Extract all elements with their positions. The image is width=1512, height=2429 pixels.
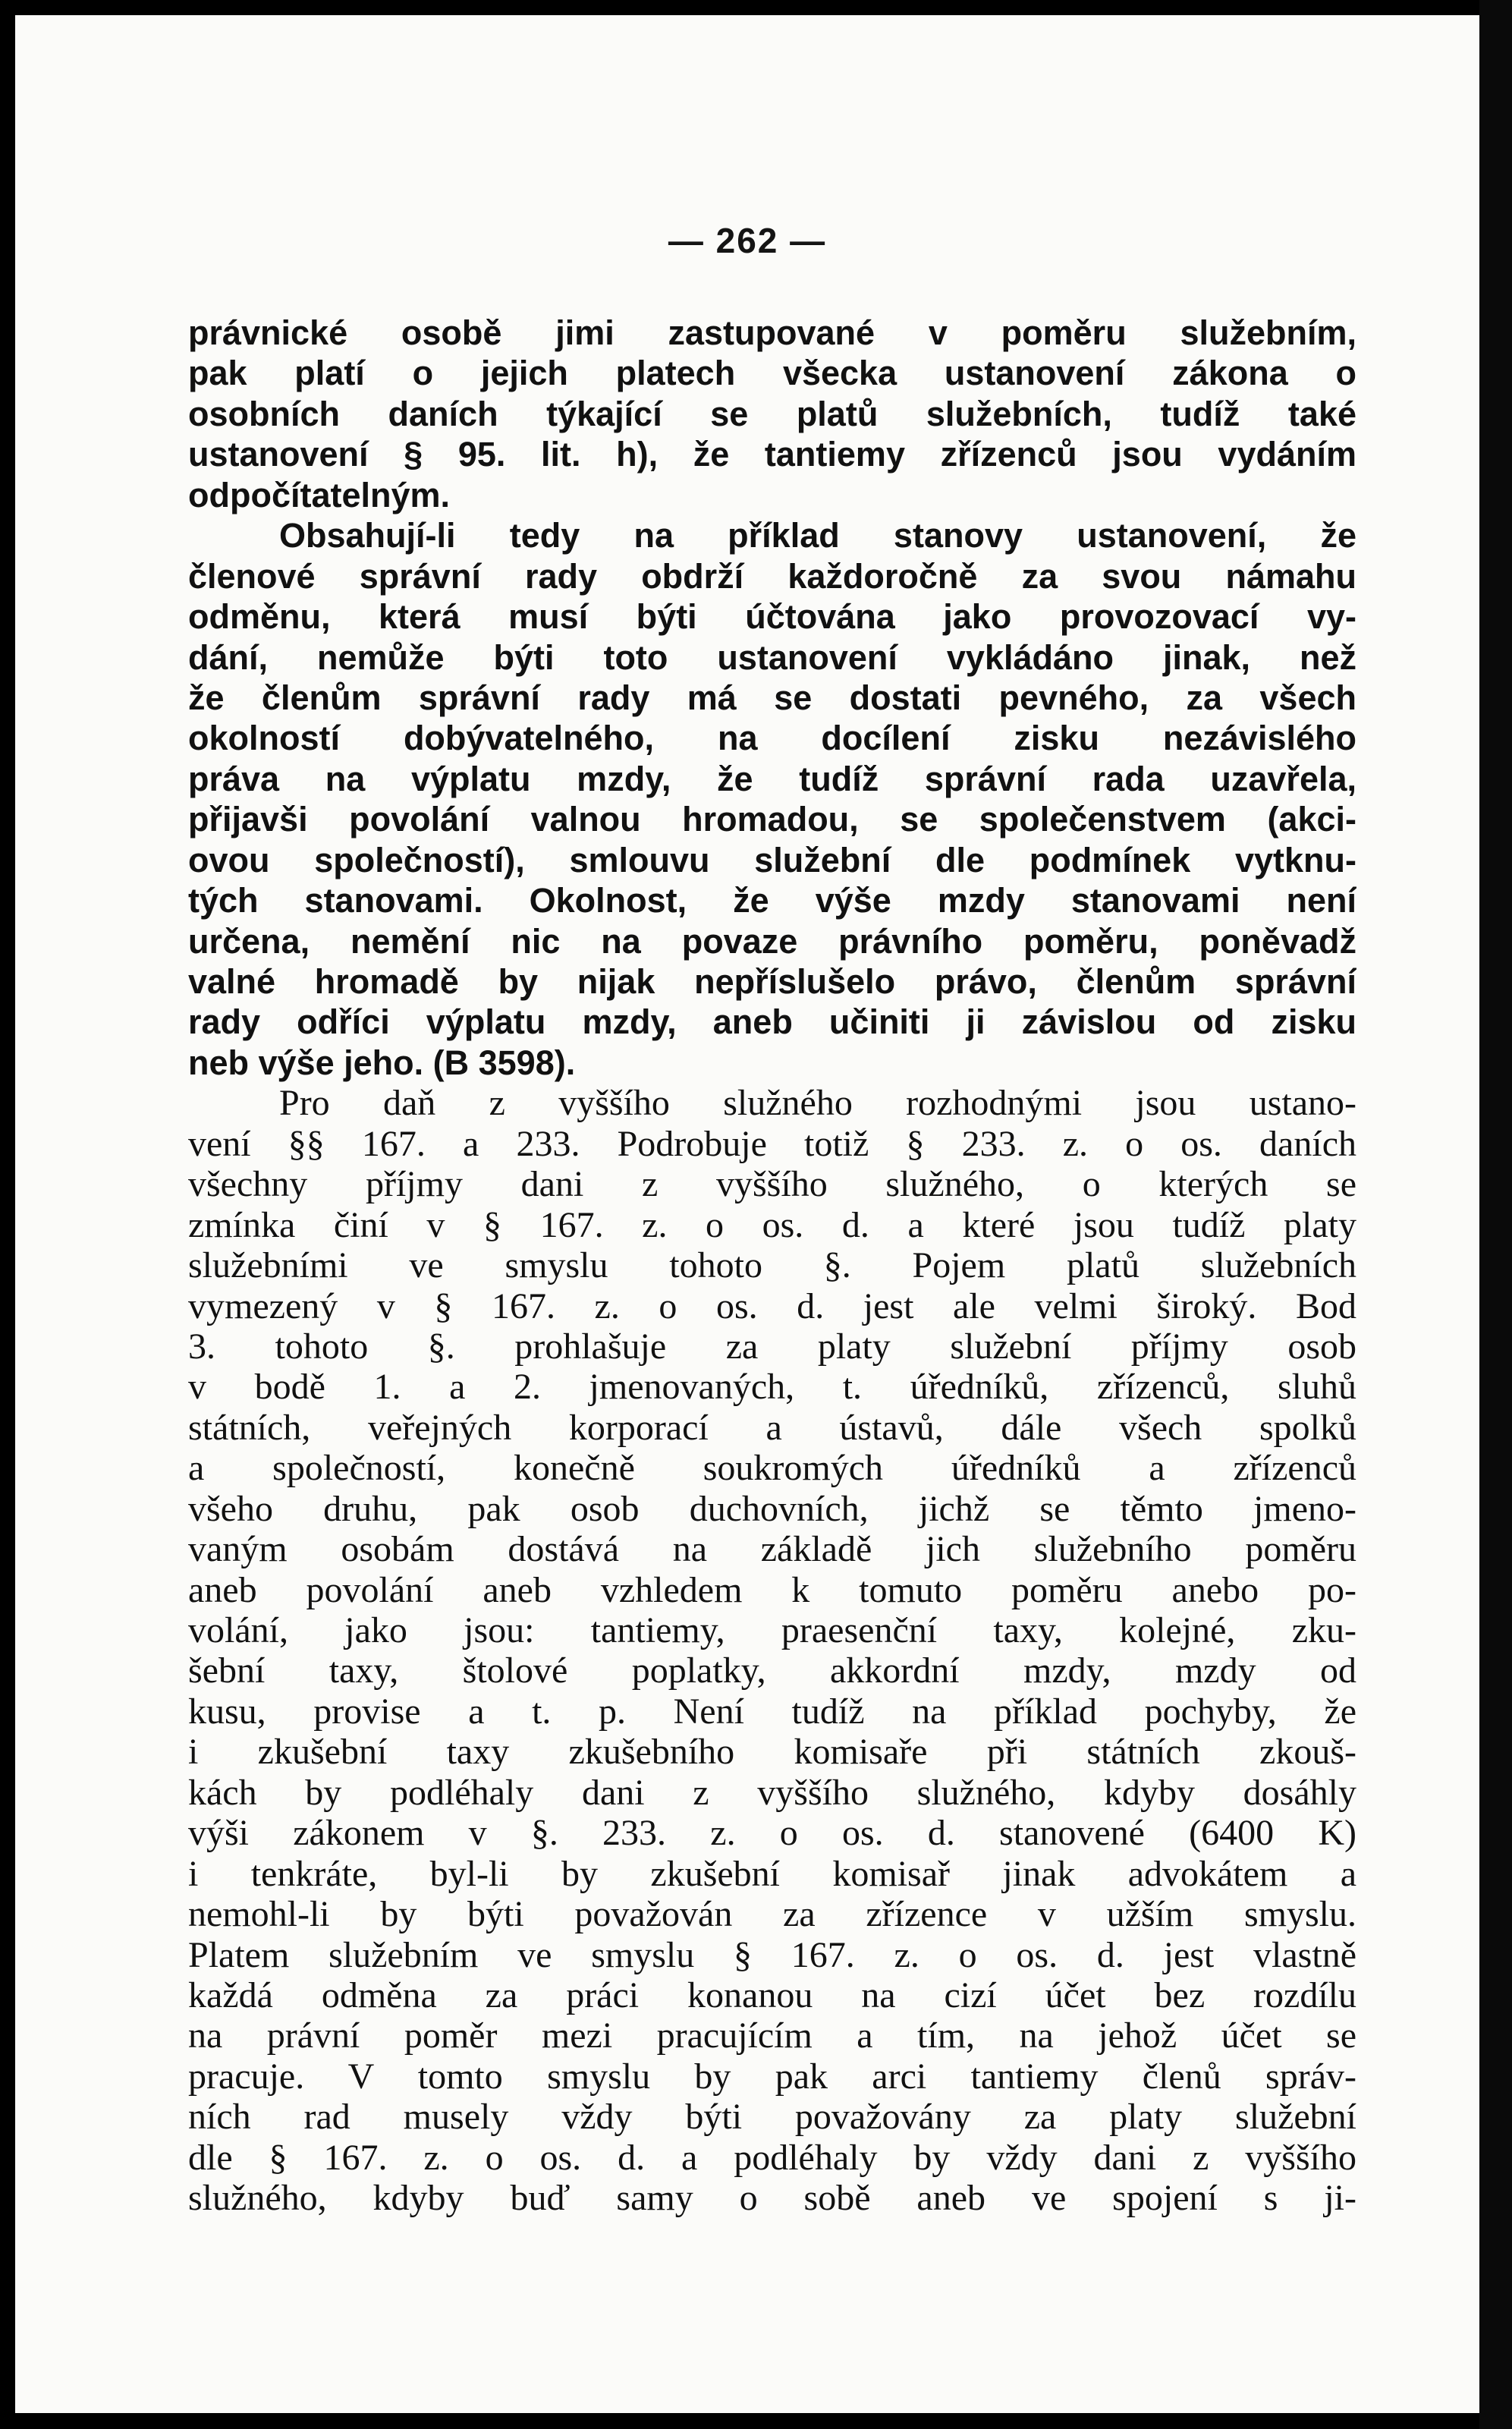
text-line: pak platí o jejich platech všecka ustanovení zákona o (188, 354, 1356, 393)
text-line: státních, veřejných korporací a ústavů, dále všech spolků (188, 1407, 1356, 1448)
text-line: ustanovení § 95. lit. h), že tantiemy zřízenců jsou vydáním (188, 435, 1356, 474)
scan-border (1479, 0, 1512, 2429)
text-line: na právní poměr mezi pracujícím a tím, na jehož účet se (188, 2015, 1356, 2056)
text-line: přijavši povolání valnou hromadou, se společenstvem (akci- (188, 800, 1356, 839)
page-number: — 262 — (668, 221, 827, 260)
text-line: 3. tohoto §. prohlašuje za platy služební příjmy osob (188, 1326, 1356, 1367)
text-line: i zkušební taxy zkušebního komisaře při státních zkouš- (188, 1732, 1356, 1773)
book-page (15, 15, 1479, 2413)
text-line: ovou společností), smlouvu služební dle podmínek vytknu- (188, 840, 1356, 879)
text-line: i tenkráte, byl-li by zkušební komisař jinak advokátem a (188, 1853, 1356, 1894)
text-line: služebními ve smyslu tohoto §. Pojem platů služebních (188, 1245, 1356, 1286)
text-line: a společností, konečně soukromých úředníků a zřízenců (188, 1448, 1356, 1489)
text-line: vení §§ 167. a 233. Podrobuje totiž § 233. z. o os. daních (188, 1123, 1356, 1164)
text-line: práva na výplatu mzdy, že tudíž správní rada uzavřela, (188, 759, 1356, 798)
text-line: dání, nemůže býti toto ustanovení vykládáno jinak, než (188, 637, 1356, 677)
text-line: ních rad musely vždy býti považovány za platy služební (188, 2097, 1356, 2138)
text-line: rady odříci výplatu mzdy, aneb učiniti ji závislou od zisku (188, 1002, 1356, 1042)
text-line: služného, kdyby buď samy o sobě aneb ve spojení s ji- (188, 2178, 1356, 2219)
text-line: Platem služebním ve smyslu § 167. z. o os. d. jest vlastně (188, 1934, 1356, 1975)
text-line: pracuje. V tomto smyslu by pak arci tantiemy členů správ- (188, 2056, 1356, 2097)
text-line: valné hromadě by nijak nepříslušelo právo, členům správní (188, 962, 1356, 1001)
text-line: tých stanovami. Okolnost, že výše mzdy stanovami není (188, 881, 1356, 920)
text-line: kusu, provise a t. p. Není tudíž na příklad pochyby, že (188, 1691, 1356, 1732)
text-line: nemohl-li by býti považován za zřízence v užším smyslu. (188, 1894, 1356, 1935)
text-line: všeho druhu, pak osob duchovních, jichž se těmto jmeno- (188, 1488, 1356, 1529)
text-line: všechny příjmy dani z vyššího služného, o kterých se (188, 1164, 1356, 1205)
text-line: dle § 167. z. o os. d. a podléhaly by vždy dani z vyššího (188, 2137, 1356, 2178)
text-line: Pro daň z vyššího služného rozhodnými jsou ustano- (279, 1083, 1356, 1124)
text-line: členové správní rady obdrží každoročně za svou námahu (188, 556, 1356, 596)
text-line: kách by podléhaly dani z vyššího služného, kdyby dosáhly (188, 1772, 1356, 1813)
text-line: aneb povolání aneb vzhledem k tomuto poměru anebo po- (188, 1569, 1356, 1610)
text-line: výši zákonem v §. 233. z. o os. d. stanovené (6400 K) (188, 1813, 1356, 1854)
text-line: právnické osobě jimi zastupované v poměru služebním, (188, 313, 1356, 352)
text-line: odpočítatelným. (188, 475, 451, 514)
text-line: že členům správní rady má se dostati pevného, za všech (188, 678, 1356, 717)
body-text (188, 313, 1356, 2219)
text-line: osobních daních týkající se platů služebních, tudíž také (188, 394, 1356, 433)
text-line: neb výše jeho. (B 3598). (188, 1043, 576, 1082)
text-line: vymezený v § 167. z. o os. d. jest ale velmi široký. Bod (188, 1285, 1356, 1326)
text-line: volání, jako jsou: tantiemy, praesenční taxy, kolejné, zku- (188, 1610, 1356, 1650)
text-line: Obsahují-li tedy na příklad stanovy ustanovení, že (279, 516, 1356, 555)
text-line: každá odměna za práci konanou na cizí účet bez rozdílu (188, 1974, 1356, 2015)
text-line: zmínka činí v § 167. z. o os. d. a které jsou tudíž platy (188, 1204, 1356, 1245)
text-line: odměnu, která musí býti účtována jako provozovací vy- (188, 597, 1356, 637)
text-line: okolností dobývatelného, na docílení zisku nezávislého (188, 719, 1356, 758)
text-line: v bodě 1. a 2. jmenovaných, t. úředníků, zřízenců, sluhů (188, 1367, 1356, 1408)
text-line: určena, nemění nic na povaze právního poměru, poněvadž (188, 921, 1356, 961)
text-line: vaným osobám dostává na základě jich služebního poměru (188, 1529, 1356, 1570)
text-line: šební taxy, štolové poplatky, akkordní mzdy, mzdy od (188, 1650, 1356, 1691)
